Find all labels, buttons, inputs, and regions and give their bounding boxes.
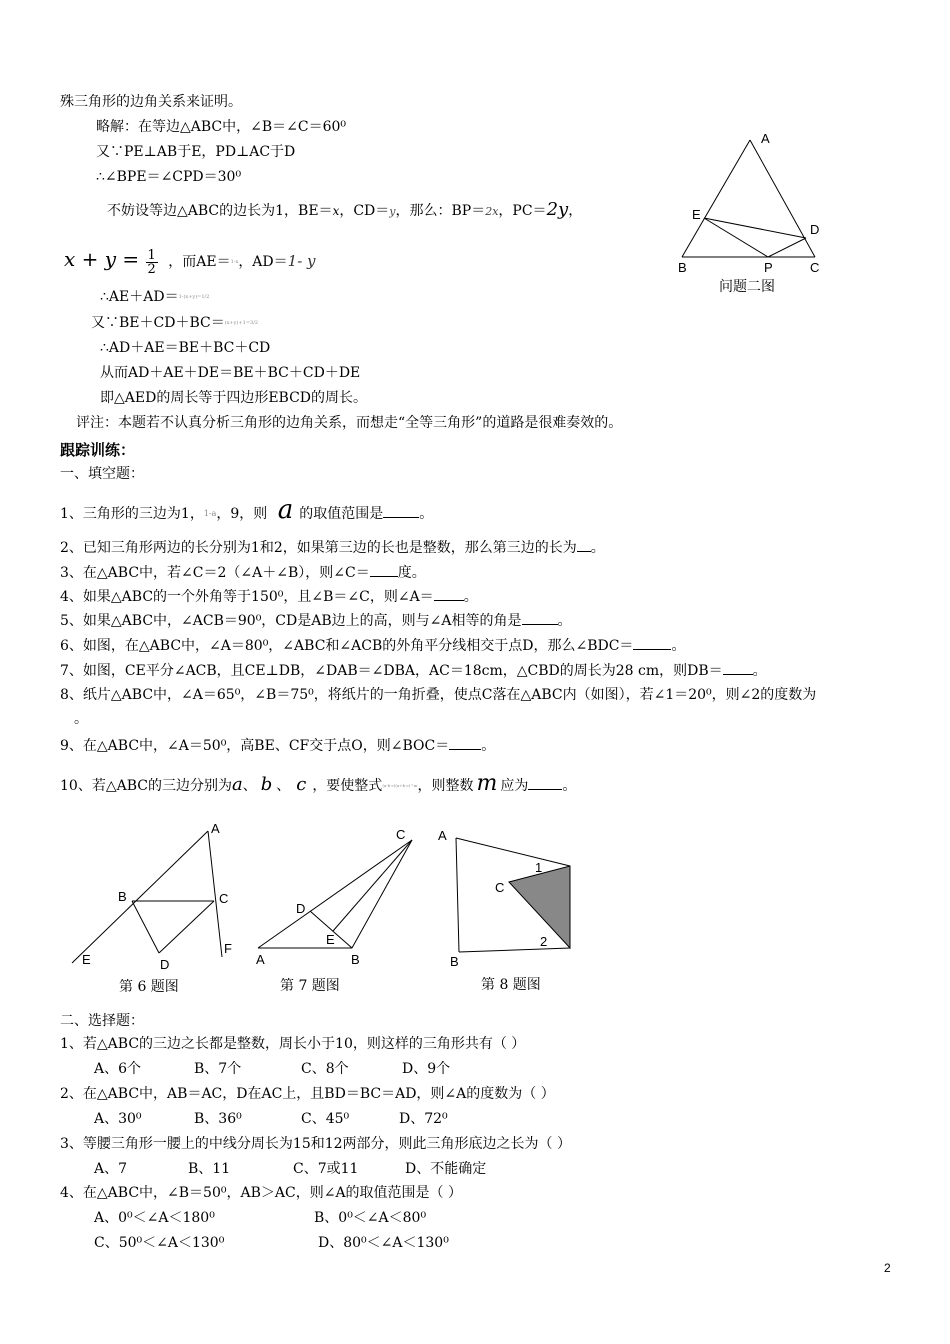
intro-line: 略解：在等边△ABC中，∠B＝∠C＝60⁰ [96,119,347,135]
choice-option[interactable]: C、50⁰＜∠A＜130⁰ [94,1235,225,1251]
intro-line: ∴AE＋AD＝1-(x+y)=1/2 [100,289,210,305]
side-bc [459,948,570,952]
intro-line: 又∵PE⊥AB于E，PD⊥AC于D [96,144,296,160]
page-number: 2 [884,1261,891,1275]
figure-caption: 第 7 题图 [280,978,340,994]
choice-question-2: 2、在△ABC中，AB＝AC，D在AC上，且BD＝BC＝AD，则∠A的度数为（ ） [60,1086,555,1102]
label-b: B [678,260,687,275]
intro-line: 殊三角形的边角关系来证明。 [60,94,242,110]
label-b: B [118,889,127,904]
segment-pd [768,238,806,257]
label-angle-2: 2 [540,934,548,949]
label-a: A [256,952,265,967]
choice-question-1: 1、若△ABC的三边之长都是整数，周长小于10，则这样的三角形共有（ ） [60,1036,526,1052]
choice-option[interactable]: D、80⁰＜∠A＜130⁰ [318,1235,449,1251]
answer-blank[interactable] [383,503,419,518]
side-ac [258,840,412,948]
fill-question-9: 9、在△ABC中，∠A＝50⁰，高BE、CF交于点O，则∠BOC＝ 。 [60,735,495,756]
answer-blank[interactable] [449,735,481,750]
label-e: E [82,952,91,967]
line-ae [72,831,208,963]
figure-caption: 第 6 题图 [119,979,179,995]
side-bc [352,840,412,948]
section-title: 跟踪训练： [60,441,136,459]
figure-6 [62,815,252,975]
figure-7 [250,822,425,972]
figure-caption: 第 8 题图 [481,977,541,993]
side-ac [456,838,570,866]
segment-de [704,218,806,238]
answer-blank[interactable] [522,610,558,625]
intro-line: ∴∠BPE＝∠CPD＝30⁰ [96,169,242,185]
answer-blank[interactable] [370,562,398,577]
label-a: A [438,828,447,843]
choice-option[interactable]: A、7 [94,1161,128,1177]
answer-blank[interactable] [633,635,671,650]
intro-line: 又∵BE＋CD＋BC＝(x+y)+1=3/2 [91,315,259,331]
fraction: $\frac{1}{2}$ [147,247,156,277]
label-angle-1: 1 [535,860,543,875]
segment-bd [132,901,159,953]
figure-caption: 问题二图 [719,279,775,295]
fill-section-title: 一、填空题： [60,466,144,482]
intro-line: x + y = $\frac{1}{2}$ ，而AE＝1-x，AD＝1- y [64,247,316,277]
fill-question-6: 6、如图，在△ABC中，∠A＝80⁰，∠ABC和∠ACB的外角平分线相交于点D，那么∠BDC＝ 。 [60,635,685,656]
fill-question-1: 1、三角形的三边为1，1-a，9，则 a 的取值范围是 。 [60,495,434,525]
problem-two-figure [670,125,840,275]
fill-question-8-end: 。 [74,711,88,727]
intro-line: 即△AED的周长等于四边形EBCD的周长。 [100,390,368,406]
label-f: F [224,941,232,956]
choice-question-3: 3、等腰三角形一腰上的中线分周长为15和12两部分，则此三角形底边之长为（ ） [60,1136,571,1152]
label-d: D [160,957,170,972]
intro-line: 评注：本题若不认真分析三角形的边角关系，而想走“全等三角形”的道路是很难奏效的。 [76,415,623,431]
choice-option[interactable]: D、72⁰ [399,1111,448,1127]
answer-blank[interactable] [528,775,562,790]
fill-question-10: 10、若△ABC的三边分别为a、 b 、 c ，要使整式(a-b-c)(a+b-c)^m，则整数 m 应为 。 [60,771,577,796]
fill-question-5: 5、如果△ABC中，∠ACB＝90⁰，CD是AB边上的高，则与∠A相等的角是 。 [60,610,572,631]
choice-option[interactable]: B、0⁰＜∠A＜80⁰ [314,1210,427,1226]
label-e: E [326,932,335,947]
label-b: B [351,952,360,967]
segment-cd [159,901,214,953]
choice-option[interactable]: A、0⁰＜∠A＜180⁰ [94,1210,215,1226]
choice-option[interactable]: B、11 [188,1161,231,1177]
label-a: A [761,131,770,146]
choice-option[interactable]: B、36⁰ [194,1111,242,1127]
label-d: D [296,901,306,916]
segment-ce [333,840,412,931]
label-p: P [764,260,773,275]
choice-option[interactable]: A、6个 [94,1061,142,1077]
fill-question-7: 7、如图，CE平分∠ACB，且CE⊥DB，∠DAB＝∠DBA，AC＝18cm，△CBD的周长为28 cm，则DB＝ 。 [60,660,767,681]
fill-question-4: 4、如果△ABC的一个外角等于150⁰，且∠B＝∠C，则∠A＝ 。 [60,586,478,607]
side-ab [456,838,459,952]
label-d: D [810,222,820,237]
choice-option[interactable]: B、7个 [194,1061,242,1077]
label-e: E [692,207,701,222]
label-c: C [396,827,406,842]
choice-option[interactable]: C、7或11 [293,1161,359,1177]
side-ac [750,140,815,257]
figure-8 [432,822,582,972]
choice-question-4: 4、在△ABC中，∠B＝50⁰，AB＞AC，则∠A的取值范围是（ ） [60,1185,462,1201]
label-c: C [810,260,820,275]
answer-blank[interactable] [577,537,591,552]
answer-blank[interactable] [723,660,753,675]
intro-line: 不妨设等边△ABC的边长为1，BE＝x，CD＝y，那么：BP＝2x，PC＝2y， [107,199,583,220]
fill-question-8: 8、纸片△ABC中，∠A＝65⁰，∠B＝75⁰，将纸片的一角折叠，使点C落在△ABC内（如图），若∠1＝20⁰，则∠2的度数为 [60,687,817,703]
choice-option[interactable]: D、不能确定 [405,1161,487,1177]
label-a: A [211,821,220,836]
intro-line: 从而AD＋AE＋DE＝BE＋BC＋CD＋DE [100,365,361,381]
label-c: C [495,880,505,895]
fill-question-3: 3、在△ABC中，若∠C＝2（∠A＋∠B），则∠C＝ 度。 [60,562,426,583]
fill-question-2: 2、已知三角形两边的长分别为1和2，如果第三边的长也是整数，那么第三边的长为 。 [60,537,605,558]
label-c: C [219,891,229,906]
choice-option[interactable]: C、45⁰ [301,1111,350,1127]
choice-option[interactable]: C、8个 [301,1061,349,1077]
choice-option[interactable]: A、30⁰ [94,1111,142,1127]
label-b: B [450,954,459,969]
choice-option[interactable]: D、9个 [402,1061,451,1077]
answer-blank[interactable] [434,586,464,601]
choice-section-title: 二、选择题： [60,1013,144,1029]
intro-line: ∴AD＋AE＝BE＋BC＋CD [100,340,271,356]
